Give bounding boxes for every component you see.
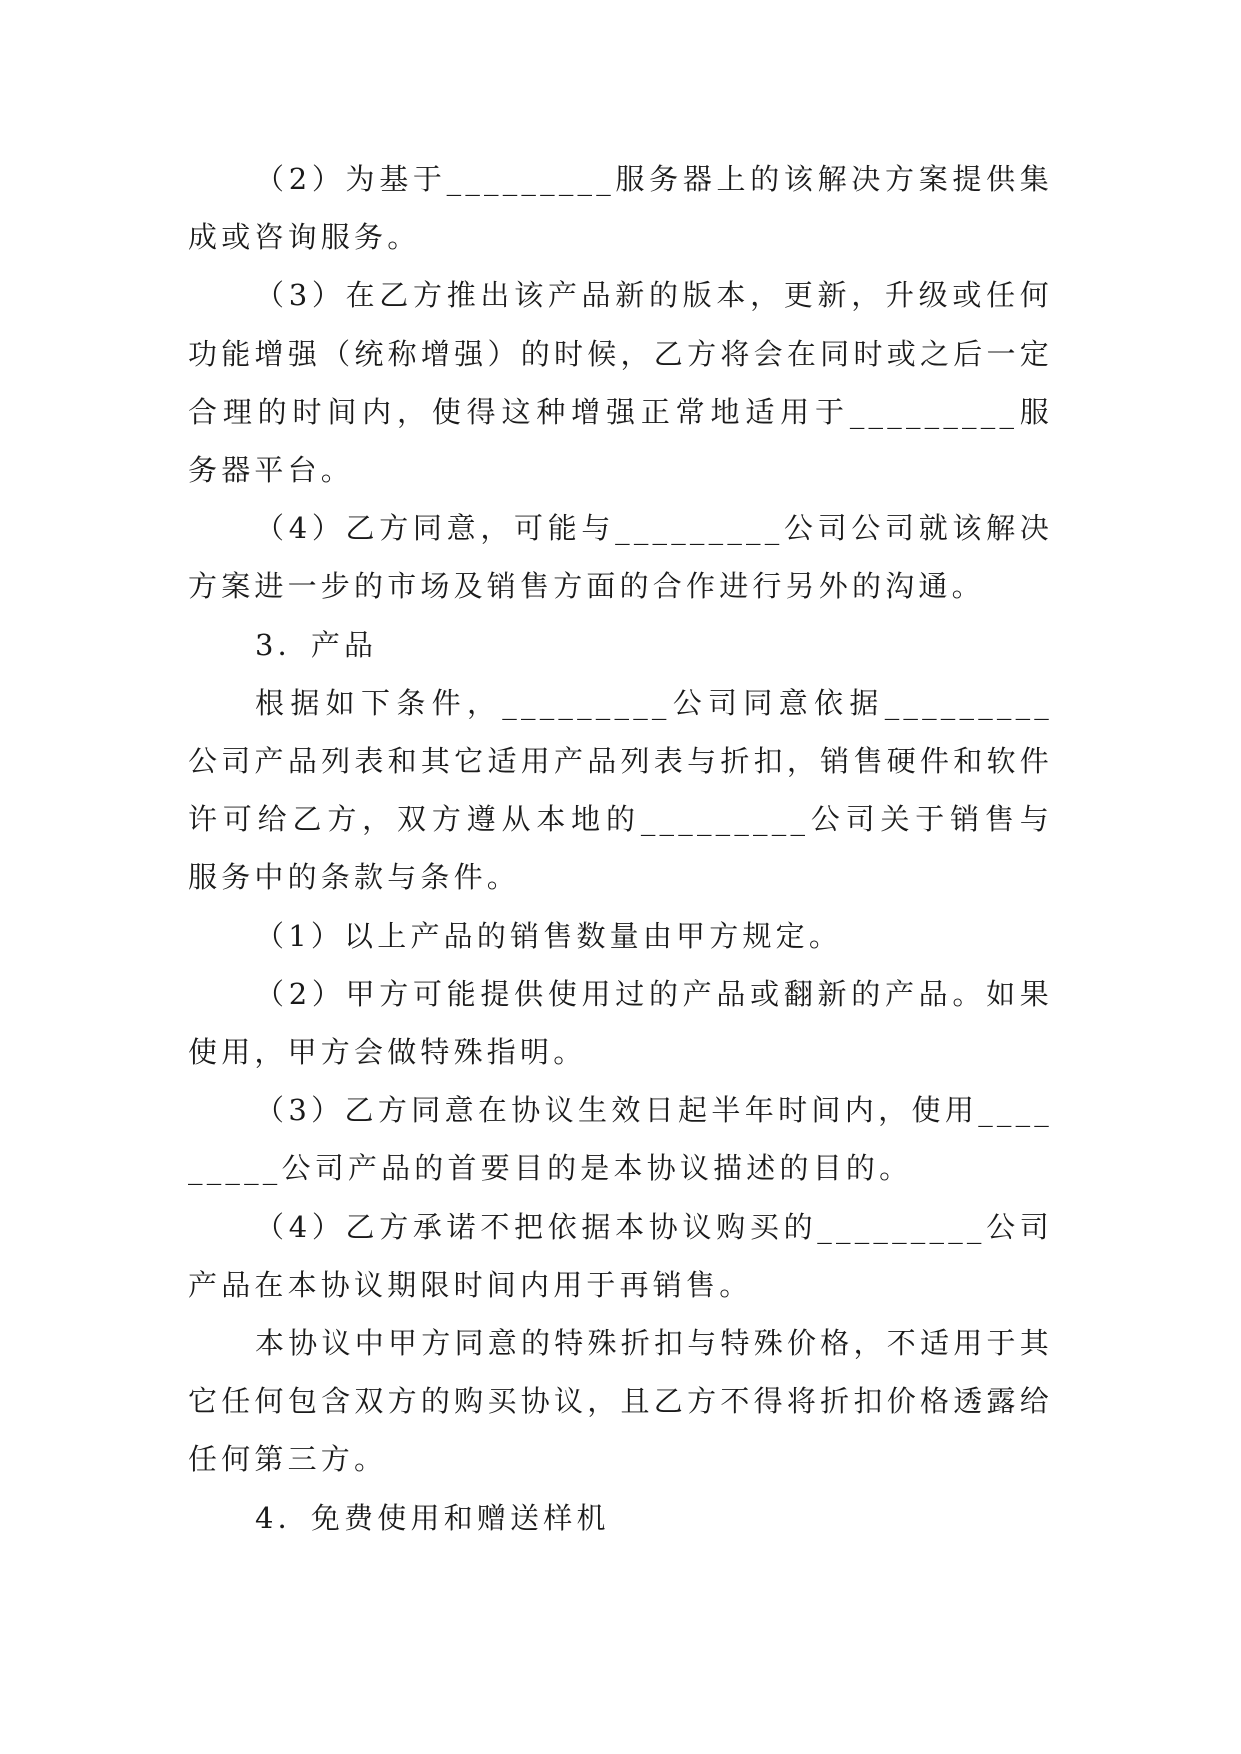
clause-3-special-discount: 本协议中甲方同意的特殊折扣与特殊价格，不适用于其它任何包含双方的购买协议，且乙方不得将折扣价格透露给任何第三方。 <box>188 1326 1053 1477</box>
section-heading-products: 3．产品 <box>255 627 378 662</box>
document-body <box>188 150 1053 1547</box>
clause-2-3-enhancement-support: （3）在乙方推出该产品新的版本，更新，升级或任何功能增强（统称增强）的时候，乙方将会在同时或之后一定合理的时间内，使得这种增强正常地适用于_________服务器平台。 <box>188 278 1053 488</box>
clause-3-4-no-resale: （4）乙方承诺不把依据本协议购买的_________公司产品在本协议期限时间内用于再销售。 <box>188 1209 1053 1302</box>
clause-2-2-integration-service: （2）为基于_________服务器上的该解决方案提供集成或咨询服务。 <box>188 162 1053 255</box>
clause-2-4-marketing-cooperation: （4）乙方同意，可能与_________公司公司就该解决方案进一步的市场及销售方面的合作进行另外的沟通。 <box>188 511 1053 604</box>
clause-3-intro: 根据如下条件，_________公司同意依据_________公司产品列表和其它适用产品列表与折扣，销售硬件和软件许可给乙方，双方遵从本地的_________公司关于销售与服务中的条款与条件。 <box>188 685 1053 895</box>
section-heading-free-samples: 4．免费使用和赠送样机 <box>255 1500 610 1535</box>
clause-3-2-used-products: （2）甲方可能提供使用过的产品或翻新的产品。如果使用，甲方会做特殊指明。 <box>188 976 1053 1070</box>
clause-3-3-primary-purpose: （3）乙方同意在协议生效日起半年时间内，使用_________公司产品的首要目的是本协议描述的目的。 <box>188 1093 1053 1186</box>
clause-3-1-quantity: （1）以上产品的销售数量由甲方规定。 <box>255 918 843 953</box>
